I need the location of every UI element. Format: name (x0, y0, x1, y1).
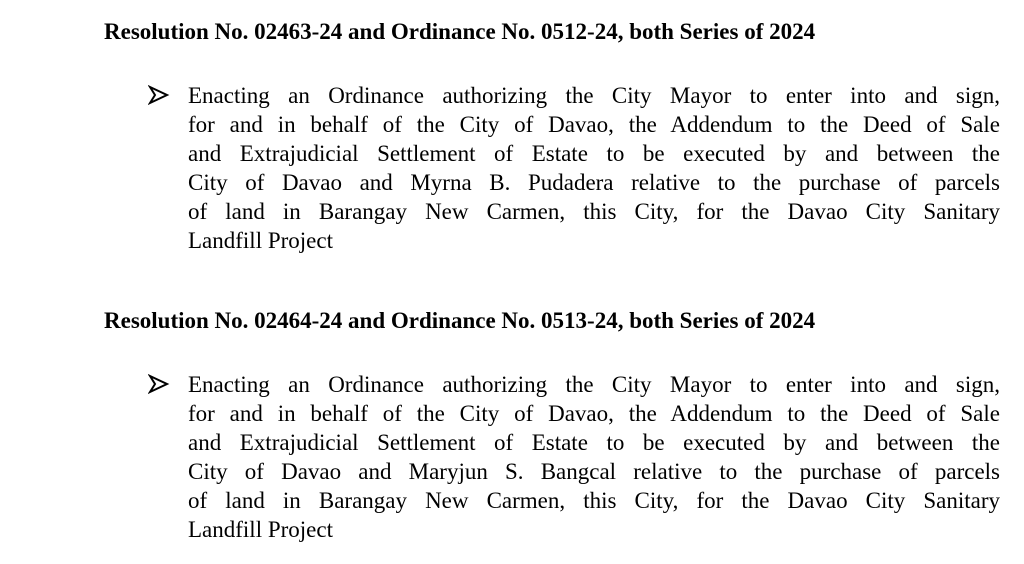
arrowhead-bullet-icon (148, 82, 172, 111)
text-line: of land in Barangay New Carmen, this City, for the Davao City Sanitary (188, 487, 1000, 513)
text-line: Landfill Project (188, 227, 333, 253)
section-heading: Resolution No. 02464-24 and Ordinance No. 0513-24, both Series of 2024 (104, 308, 816, 333)
text-line: City of Davao and Maryjun S. Bangcal relative to the purchase of parcels (188, 458, 1000, 484)
section-heading: Resolution No. 02463-24 and Ordinance No. 0512-24, both Series of 2024 (104, 19, 816, 44)
text-line: Landfill Project (188, 516, 333, 542)
text-line: Enacting an Ordinance authorizing the City Mayor to enter into and sign, (188, 83, 1000, 108)
text-line: City of Davao and Myrna B. Pudadera relative to the purchase of parcels (188, 169, 1000, 195)
text-line: and Extrajudicial Settlement of Estate to be executed by and between the (188, 140, 1000, 166)
text-line: of land in Barangay New Carmen, this City, for the Davao City Sanitary (188, 198, 1000, 224)
item-text (188, 82, 1000, 255)
text-line: for and in behalf of the City of Davao, the Addendum to the Deed of Sale (188, 400, 1000, 426)
text-line: and Extrajudicial Settlement of Estate to be executed by and between the (188, 429, 1000, 455)
text-line: Enacting an Ordinance authorizing the City Mayor to enter into and sign, (188, 372, 1000, 397)
item-text (188, 371, 1000, 544)
arrowhead-bullet-icon (148, 371, 172, 400)
text-line: for and in behalf of the City of Davao, the Addendum to the Deed of Sale (188, 111, 1000, 137)
